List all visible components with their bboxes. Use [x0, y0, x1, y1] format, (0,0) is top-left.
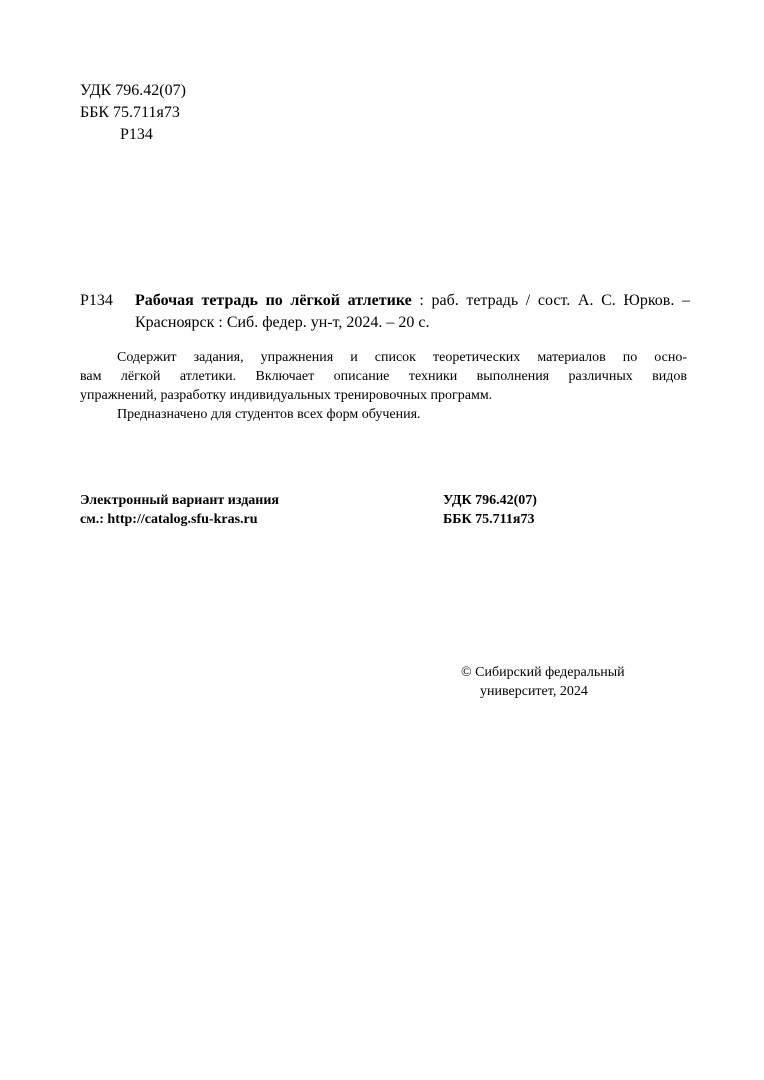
annotation-line-1: Содержит задания, упражнения и список теоретических материалов по осно- [117, 350, 687, 365]
entry-line-1-rest: : раб. тетрадь / сост. А. С. Юрков. – [411, 292, 690, 309]
annotation-line-2: вам лёгкой атлетики. Включает описание техники выполнения различных видов [80, 369, 687, 384]
header-bbk: ББК 75.711я73 [80, 104, 180, 121]
copyright-line-2: университет, 2024 [480, 684, 588, 699]
header-udk: УДК 796.42(07) [80, 82, 186, 99]
annotation-line-3: упражнений, разработку индивидуальных тренировочных программ. [80, 388, 493, 403]
entry-line-2: Красноярск : Сиб. федер. ун-т, 2024. – 20 с. [135, 314, 430, 331]
book-title: Рабочая тетрадь по лёгкой атлетике [135, 292, 412, 309]
electronic-version-label: Электронный вариант издания [80, 493, 279, 508]
entry-author-mark: Р134 [80, 292, 113, 309]
annotation-line-4: Предназначено для студентов всех форм обучения. [117, 407, 421, 422]
copyright-line-1: © Сибирский федеральный [461, 665, 625, 680]
classification-bbk: ББК 75.711я73 [443, 512, 535, 527]
header-author-mark: Р134 [120, 126, 153, 143]
bibliographic-entry [135, 290, 690, 334]
electronic-version-url: см.: http://catalog.sfu-kras.ru [80, 512, 258, 527]
classification-udk: УДК 796.42(07) [443, 493, 537, 508]
entry-line-1 [135, 290, 690, 312]
annotation [80, 348, 687, 424]
